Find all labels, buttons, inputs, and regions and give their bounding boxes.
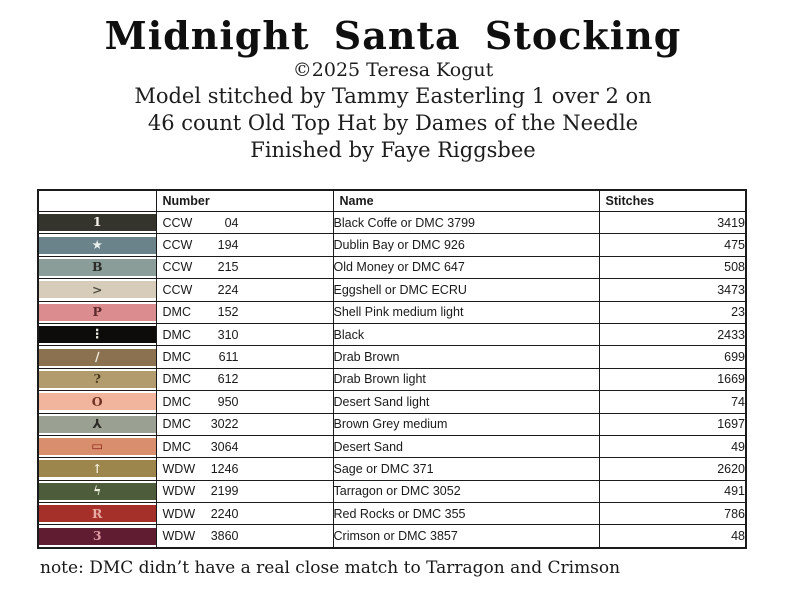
floss-number: 152 [217,305,239,320]
header-row [38,190,746,212]
floss-key-body [38,212,746,548]
stitch-count-cell: 3473 [599,279,746,301]
floss-brand: WDW [162,461,196,476]
stitch-symbol: ▭ [91,438,104,454]
stitch-count-cell: 786 [599,503,746,525]
column-header-symbol [38,190,156,212]
swatch-cell [38,279,156,301]
floss-brand: WDW [162,529,196,544]
page-title: Midnight Santa Stocking [104,13,682,58]
floss-number-cell [156,413,333,435]
floss-name-cell: Drab Brown [333,346,599,368]
floss-number-cell [156,525,333,548]
floss-brand: CCW [162,215,193,230]
table-row [38,212,746,234]
swatch-cell [38,503,156,525]
floss-number: 1246 [210,461,239,476]
floss-number-cell [156,503,333,525]
column-header-stitches: Stitches [599,190,746,212]
column-header-name: Name [333,190,599,212]
floss-number-cell [156,391,333,413]
swatch-cell [38,323,156,345]
stitch-count-cell: 2620 [599,458,746,480]
color-swatch [39,460,156,477]
floss-number: 950 [217,394,239,409]
swatch-cell [38,234,156,256]
stitch-count-cell: 74 [599,391,746,413]
table-row [38,458,746,480]
color-swatch [39,349,156,366]
credit-line-1: Model stitched by Tammy Easterling 1 over 2 on [134,84,652,108]
floss-number: 2240 [210,506,239,521]
stitch-symbol: O [91,393,103,409]
swatch-cell [38,458,156,480]
color-swatch [39,483,156,500]
floss-number-cell [156,480,333,502]
stitch-symbol: ϟ [93,483,102,499]
stitch-symbol: R [92,505,103,521]
swatch-cell [38,413,156,435]
swatch-cell [38,525,156,548]
floss-name-cell: Dublin Bay or DMC 926 [333,234,599,256]
stitch-symbol: 1 [92,214,102,230]
floss-name-cell: Black Coffe or DMC 3799 [333,212,599,234]
floss-brand: DMC [162,327,191,342]
stitch-symbol: ⋮ [91,326,104,342]
floss-brand: DMC [162,305,191,320]
color-swatch [39,259,156,276]
color-swatch [39,304,156,321]
footnote: note: DMC didn’t have a real close match to Tarragon and Crimson [40,557,621,578]
swatch-cell [38,391,156,413]
floss-number-cell [156,435,333,457]
swatch-cell [38,480,156,502]
stitch-count-cell: 1669 [599,368,746,390]
floss-number: 612 [217,372,239,387]
stitch-symbol: ? [93,371,101,387]
stitch-count-cell: 475 [599,234,746,256]
color-swatch [39,326,156,343]
floss-brand: WDW [162,506,196,521]
copyright-line: ©2025 Teresa Kogut [292,59,494,81]
floss-number: 04 [224,215,239,230]
color-swatch [39,281,156,298]
table-row [38,435,746,457]
floss-name-cell: Brown Grey medium [333,413,599,435]
color-swatch [39,237,156,254]
stitch-symbol: ⅄ [92,415,102,431]
credit-line-2: 46 count Old Top Hat by Dames of the Needle [147,111,639,135]
floss-number: 310 [217,327,239,342]
stitch-symbol: ↑ [92,460,103,476]
pattern-header [0,0,786,164]
color-swatch [39,214,156,231]
table-row [38,413,746,435]
table-row [38,503,746,525]
floss-name-cell: Tarragon or DMC 3052 [333,480,599,502]
floss-number-cell [156,234,333,256]
floss-name-cell: Old Money or DMC 647 [333,256,599,278]
floss-number: 215 [217,260,239,275]
table-row [38,256,746,278]
floss-name-cell: Sage or DMC 371 [333,458,599,480]
floss-number-cell [156,458,333,480]
stitch-count-cell: 2433 [599,323,746,345]
floss-key-header [38,190,746,212]
floss-name-cell: Shell Pink medium light [333,301,599,323]
floss-name-cell: Black [333,323,599,345]
swatch-cell [38,435,156,457]
stitch-count-cell: 508 [599,256,746,278]
floss-key-table [37,189,747,549]
floss-number-cell [156,279,333,301]
floss-name-cell: Drab Brown light [333,368,599,390]
floss-name-cell: Desert Sand light [333,391,599,413]
floss-number-cell [156,301,333,323]
floss-number-cell [156,256,333,278]
stitch-symbol: P [92,304,102,319]
floss-number: 3022 [210,417,239,432]
table-row [38,480,746,502]
floss-brand: CCW [162,260,193,275]
floss-number: 611 [218,350,239,365]
stitch-symbol: ∕ [94,348,100,364]
table-row [38,391,746,413]
floss-number-cell [156,368,333,390]
floss-brand: CCW [162,282,193,297]
swatch-cell [38,301,156,323]
color-swatch [39,371,156,388]
swatch-cell [38,368,156,390]
stitch-symbol: ★ [91,236,103,252]
table-row [38,323,746,345]
stitch-symbol: B [91,259,103,275]
color-swatch [39,393,156,410]
stitch-symbol: > [92,281,103,297]
floss-number: 2199 [210,484,239,499]
floss-brand: DMC [162,439,191,454]
stitch-count-cell: 23 [599,301,746,323]
column-header-number: Number [156,190,333,212]
color-swatch [39,438,156,455]
stitch-count-cell: 48 [599,525,746,548]
floss-brand: DMC [162,350,191,365]
stitch-count-cell: 49 [599,435,746,457]
floss-brand: DMC [162,417,191,432]
floss-brand: CCW [162,238,193,253]
swatch-cell [38,256,156,278]
swatch-cell [38,212,156,234]
table-row [38,279,746,301]
floss-number: 194 [217,238,239,253]
stitch-count-cell: 699 [599,346,746,368]
table-row [38,368,746,390]
floss-name-cell: Eggshell or DMC ECRU [333,279,599,301]
floss-number-cell [156,212,333,234]
floss-number: 224 [217,282,239,297]
floss-name-cell: Red Rocks or DMC 355 [333,503,599,525]
color-swatch [39,416,156,433]
table-row [38,301,746,323]
floss-name-cell: Crimson or DMC 3857 [333,525,599,548]
swatch-cell [38,346,156,368]
table-row [38,346,746,368]
table-row [38,234,746,256]
floss-number-cell [156,346,333,368]
stitch-count-cell: 3419 [599,212,746,234]
floss-number: 3064 [210,439,239,454]
color-swatch [39,505,156,522]
table-row [38,525,746,548]
floss-brand: DMC [162,372,191,387]
floss-brand: DMC [162,394,191,409]
stitch-count-cell: 491 [599,480,746,502]
credit-line-3: Finished by Faye Riggsbee [250,138,536,162]
floss-number-cell [156,323,333,345]
stitch-count-cell: 1697 [599,413,746,435]
floss-brand: WDW [162,484,196,499]
floss-number: 3860 [210,529,239,544]
color-swatch [39,528,156,545]
floss-name-cell: Desert Sand [333,435,599,457]
stitch-symbol: 3 [92,527,102,543]
